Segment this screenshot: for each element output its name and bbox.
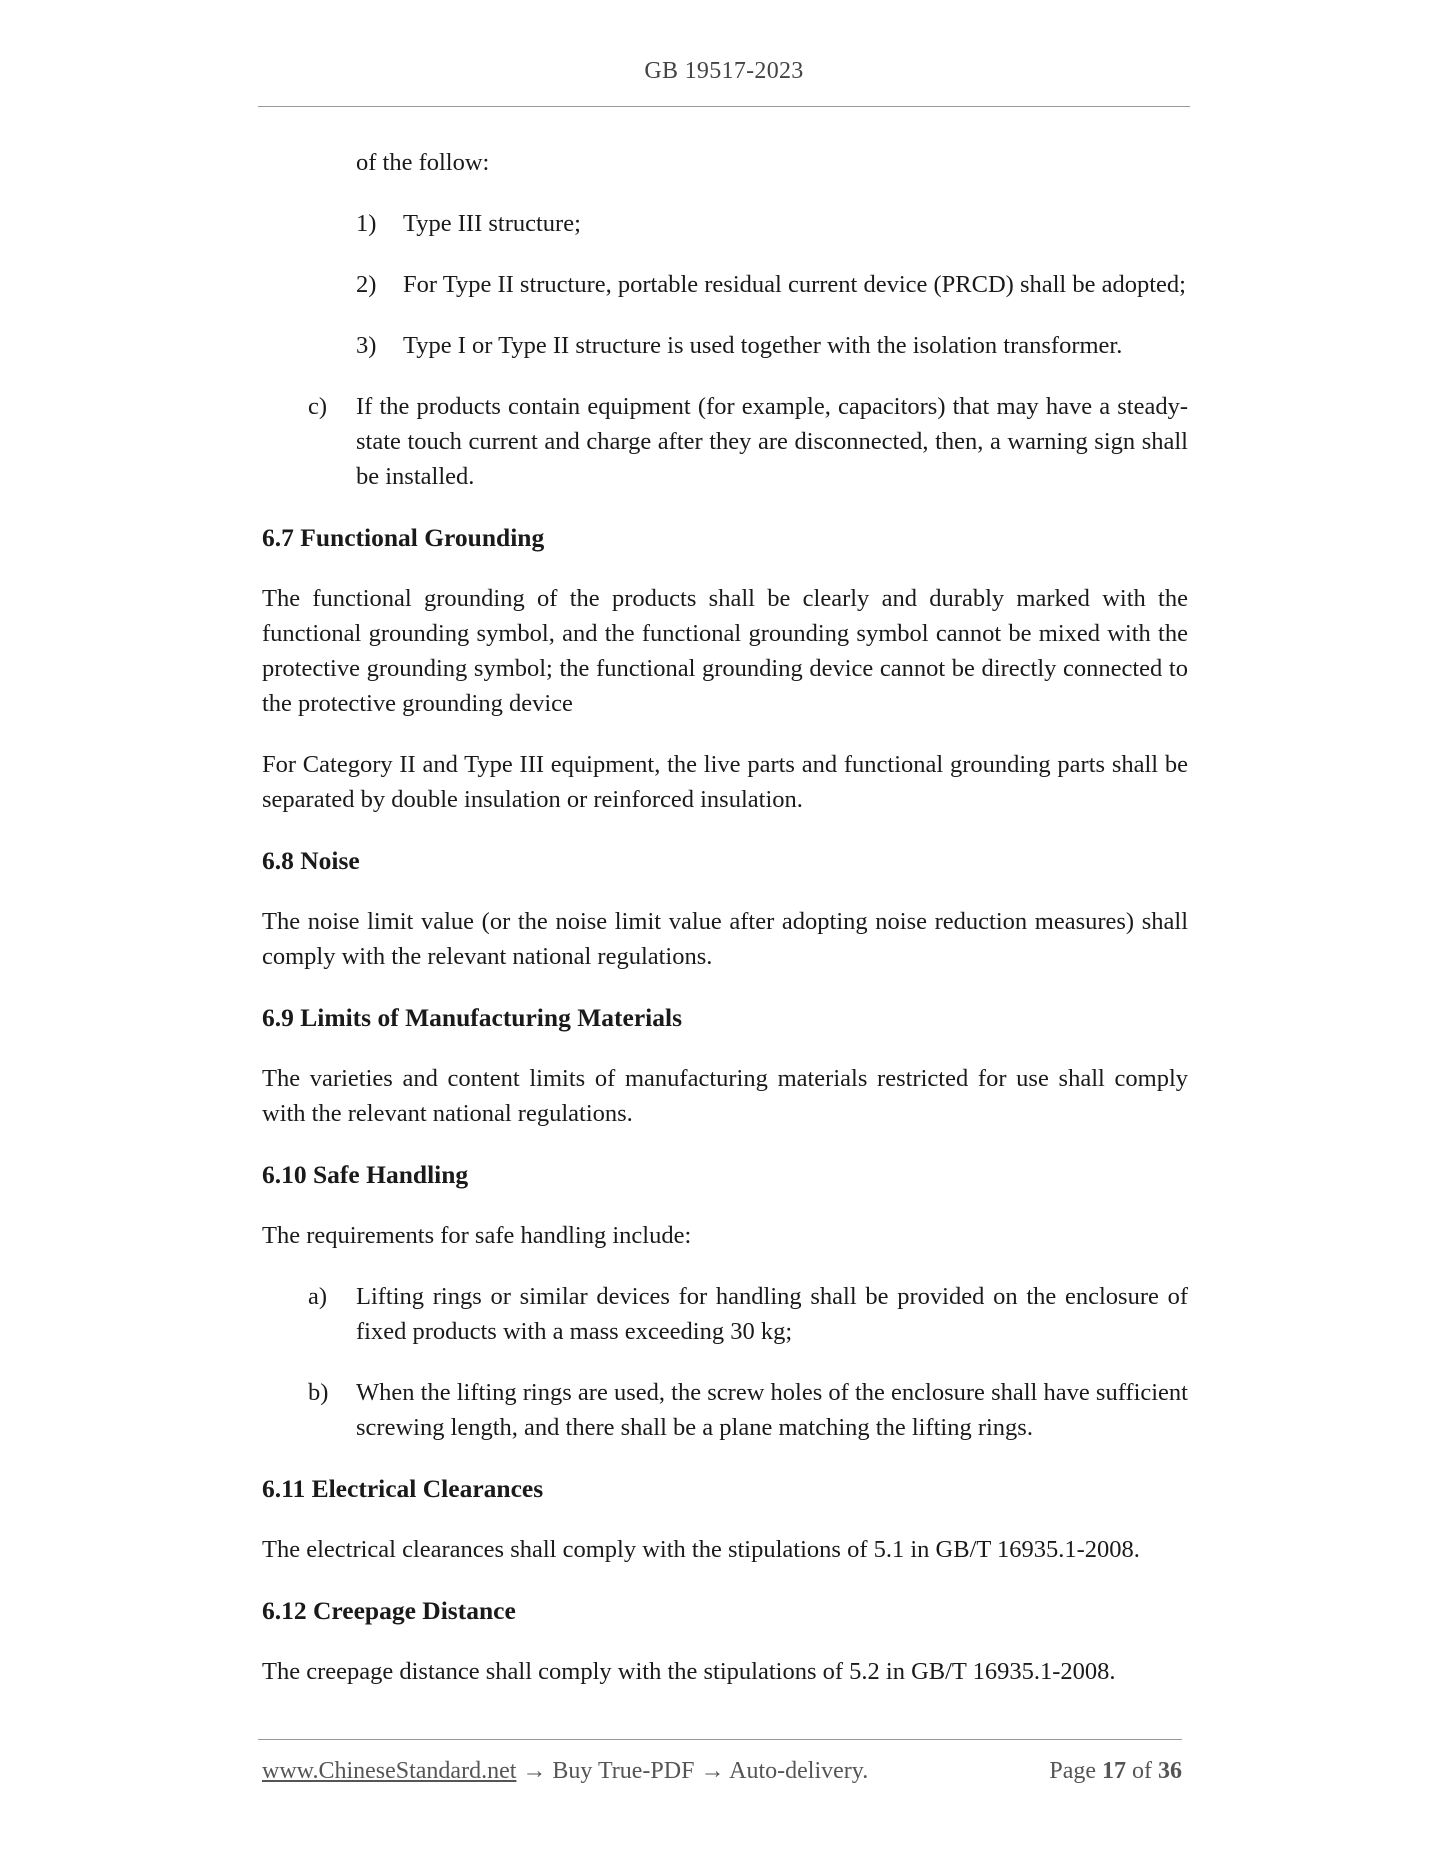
list-item-text: When the lifting rings are used, the screw holes of the enclosure shall have sufficient screwing length, and there shall be a plane matching the lifting rings. (356, 1379, 1188, 1441)
list-marker: b) (308, 1379, 329, 1406)
list-marker: c) (308, 393, 328, 420)
list-item-text: If the products contain equipment (for example, capacitors) that may have a steady-state touch current and charge after they are disconnected, then, a warning sign shall be installed. (356, 393, 1188, 490)
list-marker: a) (308, 1283, 328, 1310)
document-body (262, 145, 1188, 1715)
list-item-b (262, 1375, 1188, 1445)
footer-promo (262, 1758, 868, 1785)
arrow-icon: → (700, 1758, 725, 1784)
section-heading-6-11: 6.11 Electrical Clearances (262, 1474, 544, 1503)
section-heading-6-12: 6.12 Creepage Distance (262, 1596, 516, 1625)
total-pages: 36 (1158, 1758, 1182, 1784)
page-label: Page (1049, 1758, 1096, 1784)
page-number (1049, 1758, 1182, 1785)
paragraph: The functional grounding of the products shall be clearly and durably marked with the functional grounding symbol, and the functional grounding symbol cannot be mixed with the protective grounding symbol; the functional grounding device cannot be directly connected to the protective grounding device (262, 585, 1188, 717)
list-marker: 2) (356, 271, 377, 298)
list-item-text: For Type II structure, portable residual current device (PRCD) shall be adopted; (403, 271, 1186, 298)
header-divider (258, 106, 1190, 107)
paragraph: The noise limit value (or the noise limit value after adopting noise reduction measures) shall comply with the relevant national regulations. (262, 908, 1188, 970)
paragraph: The requirements for safe handling include: (262, 1222, 692, 1249)
auto-delivery-text: Auto-delivery. (729, 1758, 869, 1784)
list-item (262, 206, 1188, 241)
current-page: 17 (1102, 1758, 1126, 1784)
intro-lead: of the follow: (356, 149, 490, 176)
paragraph: The electrical clearances shall comply with the stipulations of 5.1 in GB/T 16935.1-2008. (262, 1536, 1140, 1563)
section-heading-6-9: 6.9 Limits of Manufacturing Materials (262, 1003, 682, 1032)
section-heading-6-8: 6.8 Noise (262, 846, 360, 875)
list-item-a (262, 1279, 1188, 1349)
website-link[interactable]: www.ChineseStandard.net (262, 1758, 517, 1784)
list-marker: 3) (356, 332, 377, 359)
list-item-c (262, 389, 1188, 494)
page-of-label: of (1132, 1758, 1152, 1784)
list-item-text: Type III structure; (403, 210, 581, 237)
list-item-text: Type I or Type II structure is used together with the isolation transformer. (403, 332, 1123, 359)
section-heading-6-7: 6.7 Functional Grounding (262, 523, 545, 552)
list-item (262, 328, 1188, 363)
list-marker: 1) (356, 210, 377, 237)
list-item (262, 267, 1188, 302)
section-heading-6-10: 6.10 Safe Handling (262, 1160, 469, 1189)
page-header: GB 19517-2023 (644, 58, 804, 84)
paragraph: The varieties and content limits of manufacturing materials restricted for use shall comply with the relevant national regulations. (262, 1065, 1188, 1127)
paragraph: The creepage distance shall comply with the stipulations of 5.2 in GB/T 16935.1-2008. (262, 1658, 1116, 1685)
buy-pdf-text: Buy True-PDF (552, 1758, 695, 1784)
footer-divider (258, 1739, 1182, 1740)
arrow-icon: → (522, 1758, 547, 1784)
paragraph: For Category II and Type III equipment, the live parts and functional grounding parts shall be separated by double insulation or reinforced insulation. (262, 751, 1188, 813)
list-item-text: Lifting rings or similar devices for handling shall be provided on the enclosure of fixed products with a mass exceeding 30 kg; (356, 1283, 1188, 1345)
